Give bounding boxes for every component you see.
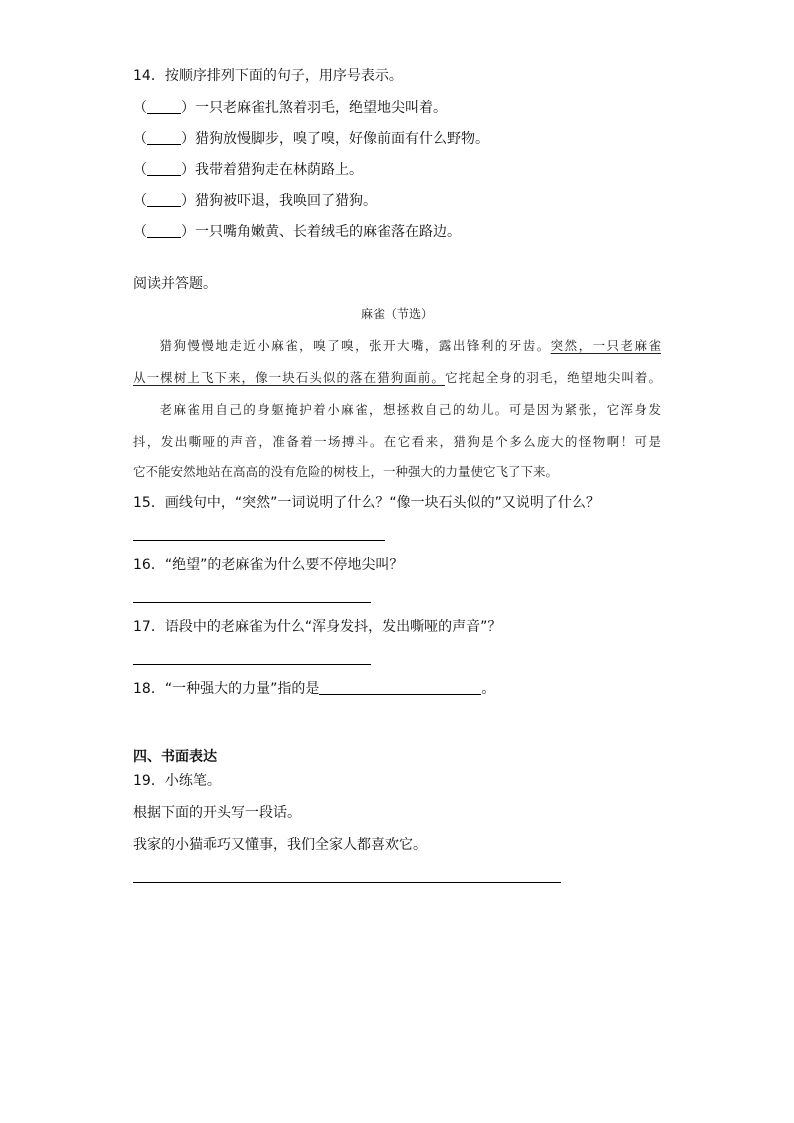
q17-answer-line[interactable] — [133, 664, 371, 665]
q14-item-5 — [133, 222, 461, 242]
q19-text: 19．小练笔。 — [133, 773, 221, 789]
q14-item-1 — [133, 98, 447, 118]
sentence-text: 猎狗被吓退，我唤回了猎狗。 — [195, 193, 377, 209]
bracket-open: （ — [133, 224, 147, 240]
bracket-close: ） — [181, 131, 195, 147]
answer-blank[interactable] — [147, 99, 181, 114]
q18-suffix: 。 — [481, 681, 496, 697]
underlined-sentence: 从一棵树上飞下来，像一块石头似的落在猎狗面前。 — [133, 370, 445, 385]
passage-text: 老麻雀用自己的身躯掩护着小麻雀，想拯救自己的幼儿。可是因为紧张，它浑身发 — [158, 402, 661, 417]
bracket-open: （ — [133, 100, 147, 116]
bracket-close: ） — [181, 224, 195, 240]
sentence-text: 一只嘴角嫩黄、长着绒毛的麻雀落在路边。 — [195, 224, 461, 240]
passage-line — [133, 433, 661, 451]
bracket-open: （ — [133, 131, 147, 147]
sentence-text: 猎狗放慢脚步，嗅了嗅，好像前面有什么野物。 — [195, 131, 489, 147]
q19-instruction: 根据下面的开头写一段话。 — [133, 805, 301, 821]
q15-text: 15．画线句中，“突然”一词说明了什么？“像一块石头似的”又说明了什么？ — [133, 495, 600, 511]
answer-blank[interactable] — [147, 192, 181, 207]
passage-text: 猎狗慢慢地走近小麻雀，嗅了嗅，张开大嘴，露出锋利的牙齿。 — [158, 338, 551, 353]
bracket-close: ） — [181, 162, 195, 178]
passage-line — [133, 337, 661, 355]
passage-text: 抖，发出嘶哑的声音，准备着一场搏斗。在它看来，猎狗是个多么庞大的怪物啊！可是 — [133, 434, 661, 449]
passage-line — [133, 369, 661, 387]
passage-line — [133, 463, 558, 481]
q14-title: 14．按顺序排列下面的句子，用序号表示。 — [133, 68, 403, 84]
q19-opening: 我家的小猫乖巧又懂事，我们全家人都喜欢它。 — [133, 837, 427, 853]
q19-answer-line[interactable] — [133, 882, 561, 883]
q14-item-2 — [133, 129, 489, 149]
q15-answer-line[interactable] — [133, 540, 385, 541]
passage-text: 它挓起全身的羽毛，绝望地尖叫着。 — [445, 370, 661, 385]
sentence-text: 我带着猎狗走在林荫路上。 — [195, 162, 363, 178]
q16-answer-line[interactable] — [133, 602, 371, 603]
q14-item-4 — [133, 191, 377, 211]
bracket-close: ） — [181, 193, 195, 209]
reading-passage — [133, 305, 661, 480]
passage-line — [133, 401, 661, 419]
q16-text: 16．“绝望”的老麻雀为什么要不停地尖叫？ — [133, 557, 404, 573]
q18-prefix: 18．“一种强大的力量”指的是 — [133, 681, 320, 697]
q14-item-3 — [133, 160, 363, 180]
bracket-open: （ — [133, 193, 147, 209]
answer-blank[interactable] — [147, 130, 181, 145]
passage-title: 麻雀（节选） — [360, 307, 433, 321]
q18-text — [133, 679, 495, 699]
bracket-open: （ — [133, 162, 147, 178]
sentence-text: 一只老麻雀扎煞着羽毛，绝望地尖叫着。 — [195, 100, 447, 116]
bracket-close: ） — [181, 100, 195, 116]
underlined-sentence: 突然，一只老麻雀 — [550, 338, 661, 353]
answer-blank[interactable] — [147, 161, 181, 176]
q18-answer-blank[interactable] — [319, 680, 481, 695]
q17-text: 17．语段中的老麻雀为什么“浑身发抖，发出嘶哑的声音”？ — [133, 619, 502, 635]
answer-blank[interactable] — [147, 223, 181, 238]
passage-text: 它不能安然地站在高高的没有危险的树枝上，一种强大的力量使它飞了下来。 — [133, 464, 559, 479]
reading-instruction: 阅读并答题。 — [133, 276, 217, 292]
section-heading: 四、书面表达 — [133, 749, 217, 765]
